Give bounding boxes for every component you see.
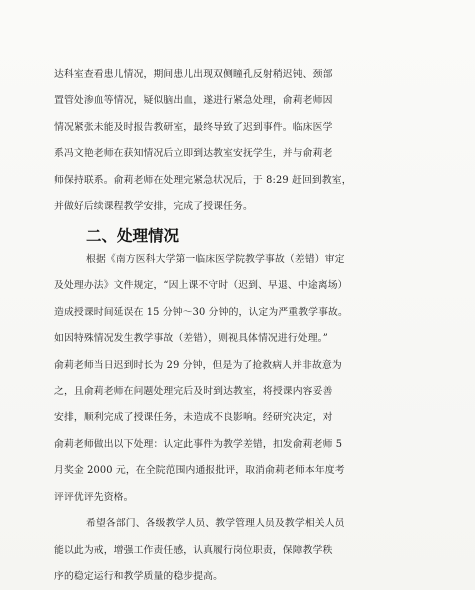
- paragraph-2-line: 之，且俞莉老师在问题处理完后及时到达教室，将授课内容妥善: [54, 386, 333, 398]
- paragraph-2-line: 俞莉老师当日迟到时长为 29 分钟，但是为了抢救病人并非故意为: [54, 359, 342, 371]
- paragraph-1-line: 师保持联系。俞莉老师在处理完紧急状况后，于 8:29 赶回到教室，: [54, 174, 352, 186]
- paragraph-2-line: 如因特殊情况发生教学事故（差错），则视具体情况进行处理。”: [54, 333, 328, 345]
- paragraph-1-line: 系冯文艳老师在获知情况后立即到达教室安抚学生，并与俞莉老: [54, 148, 333, 160]
- paragraph-1-line: 置管处渗血等情况，疑似脑出血，遂进行紧急处理，俞莉老师因: [54, 95, 333, 107]
- paragraph-2-line: 造成授课时间延误在 15 分钟～30 分钟的，认定为严重教学事故。: [54, 306, 348, 318]
- paragraph-1-line: 并做好后续课程教学安排，完成了授课任务。: [54, 201, 253, 213]
- paragraph-2-line: 俞莉老师做出以下处理：认定此事件为教学差错，扣发俞莉老师 5: [54, 438, 343, 450]
- paragraph-2-line: 安排，顺利完成了授课任务，未造成不良影响。经研究决定，对: [54, 412, 333, 424]
- paragraph-3-line: 希望各部门、各级教学人员、教学管理人员及教学相关人员: [86, 518, 345, 530]
- paragraph-1-line: 达科室查看患儿情况，期间患儿出现双侧瞳孔反射稍迟钝、颈部: [54, 69, 333, 80]
- paragraph-2-line: 根据《南方医科大学第一临床医学院教学事故（差错）审定: [86, 253, 345, 265]
- section-heading: 二、处理情况: [86, 226, 180, 245]
- paragraph-2-line: 评评优评先资格。: [54, 491, 134, 503]
- paragraph-2-line: 及处理办法》文件规定，“因上课不守时（迟到、早退、中途离场）: [54, 280, 348, 292]
- paragraph-2-line: 月奖金 2000 元，在全院范围内通报批评，取消俞莉老师本年度考: [54, 465, 345, 477]
- paragraph-3-line: 序的稳定运行和教学质量的稳步提高。: [54, 571, 224, 582]
- paragraph-1-line: 情况紧张未能及时报告教研室，最终导致了迟到事件。临床医学: [54, 121, 333, 133]
- paragraph-3-line: 能以此为戒，增强工作责任感，认真履行岗位职责，保障教学秩: [54, 544, 333, 556]
